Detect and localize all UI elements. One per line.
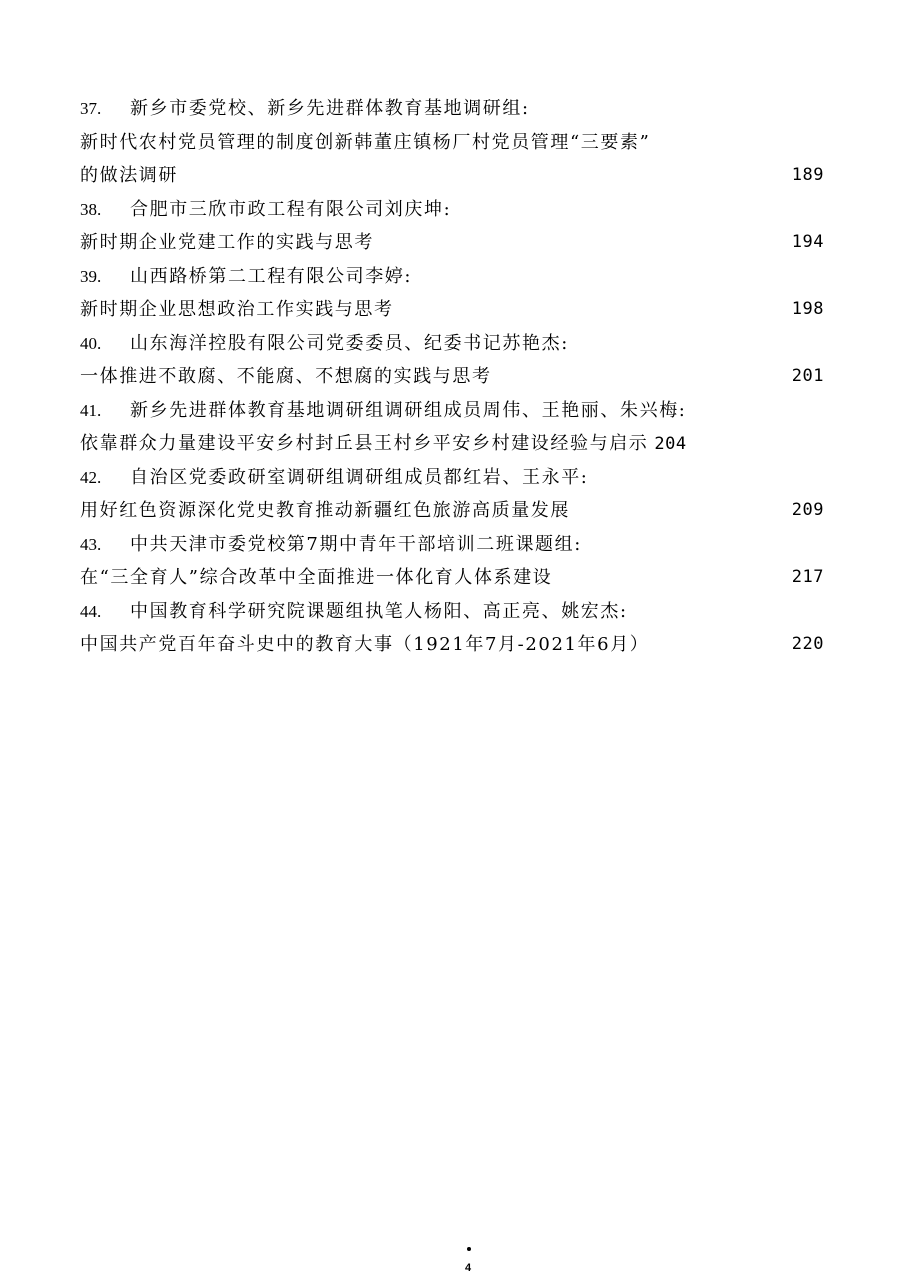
toc-author-line [80, 92, 824, 126]
toc-page-number: 209 [791, 500, 824, 520]
toc-title-line[interactable] [80, 126, 824, 160]
toc-entry [80, 327, 824, 394]
table-of-contents [80, 92, 824, 662]
toc-title-line[interactable] [80, 226, 824, 260]
toc-entry-number: 44. [80, 601, 102, 621]
toc-title: 新时代农村党员管理的制度创新韩董庄镇杨厂村党员管理“三要素” [80, 131, 651, 153]
toc-author-line [80, 528, 824, 562]
toc-title-line[interactable] [80, 494, 824, 528]
toc-author: 自治区党委政研室调研组调研组成员都红岩、王永平: [130, 466, 589, 488]
footer-page-number: 4 [464, 1262, 472, 1274]
toc-title: 新时期企业思想政治工作实践与思考 [80, 299, 394, 320]
toc-title-line[interactable] [80, 628, 824, 662]
toc-page-number: 217 [791, 567, 824, 587]
toc-title: 依靠群众力量建设平安乡村封丘县王村乡平安乡村建设经验与启示 [80, 433, 649, 454]
toc-author-line [80, 595, 824, 629]
toc-entry-number: 43. [80, 534, 102, 554]
toc-author-line [80, 461, 824, 495]
toc-entry [80, 260, 824, 327]
toc-entry [80, 461, 824, 528]
toc-entry [80, 595, 824, 662]
toc-author: 新乡市委党校、新乡先进群体教育基地调研组: [130, 98, 530, 119]
toc-title-line[interactable] [80, 159, 824, 193]
toc-author-line [80, 394, 824, 428]
toc-title: 一体推进不敢腐、不能腐、不想腐的实践与思考 [80, 366, 492, 387]
toc-author: 山西路桥第二工程有限公司李婷: [130, 265, 413, 287]
toc-title-line[interactable] [80, 360, 824, 394]
footer-dot [467, 1247, 471, 1251]
toc-title-line[interactable] [80, 427, 824, 461]
toc-title: 用好红色资源深化党史教育推动新疆红色旅游高质量发展 [80, 500, 570, 521]
toc-entry [80, 92, 824, 193]
toc-author: 中共天津市委党校第7期中青年干部培训二班课题组: [130, 533, 582, 555]
toc-page-number: 220 [791, 634, 824, 654]
toc-entry-number: 39. [80, 266, 102, 286]
toc-author-line [80, 327, 824, 361]
toc-page-number: 201 [791, 366, 824, 386]
toc-title: 在“三全育人”综合改革中全面推进一体化育人体系建设 [80, 567, 553, 588]
toc-page-number: 189 [791, 165, 824, 185]
toc-title: 新时期企业党建工作的实践与思考 [80, 232, 374, 253]
toc-entry-number: 38. [80, 199, 102, 219]
toc-page-number: 204 [654, 434, 687, 454]
toc-author: 山东海洋控股有限公司党委委员、纪委书记苏艳杰: [130, 332, 569, 354]
toc-title-line[interactable] [80, 293, 824, 327]
toc-author: 新乡先进群体教育基地调研组调研组成员周伟、王艳丽、朱兴梅: [130, 399, 687, 421]
toc-entry-number: 42. [80, 467, 102, 487]
toc-entry [80, 193, 824, 260]
toc-page-number: 198 [791, 299, 824, 319]
toc-entry [80, 394, 824, 461]
toc-title: 中国共产党百年奋斗史中的教育大事（1921年7月-2021年6月） [80, 634, 650, 655]
toc-author-line [80, 260, 824, 294]
toc-author: 合肥市三欣市政工程有限公司刘庆坤: [130, 198, 452, 220]
toc-page-number: 194 [791, 232, 824, 252]
toc-entry [80, 528, 824, 595]
toc-author-line [80, 193, 824, 227]
toc-title-line[interactable] [80, 561, 824, 595]
toc-author: 中国教育科学研究院课题组执笔人杨阳、高正亮、姚宏杰: [130, 600, 628, 622]
toc-entry-number: 41. [80, 400, 102, 420]
toc-title: 的做法调研 [80, 165, 178, 186]
toc-entry-number: 37. [80, 99, 102, 118]
toc-entry-number: 40. [80, 333, 102, 353]
